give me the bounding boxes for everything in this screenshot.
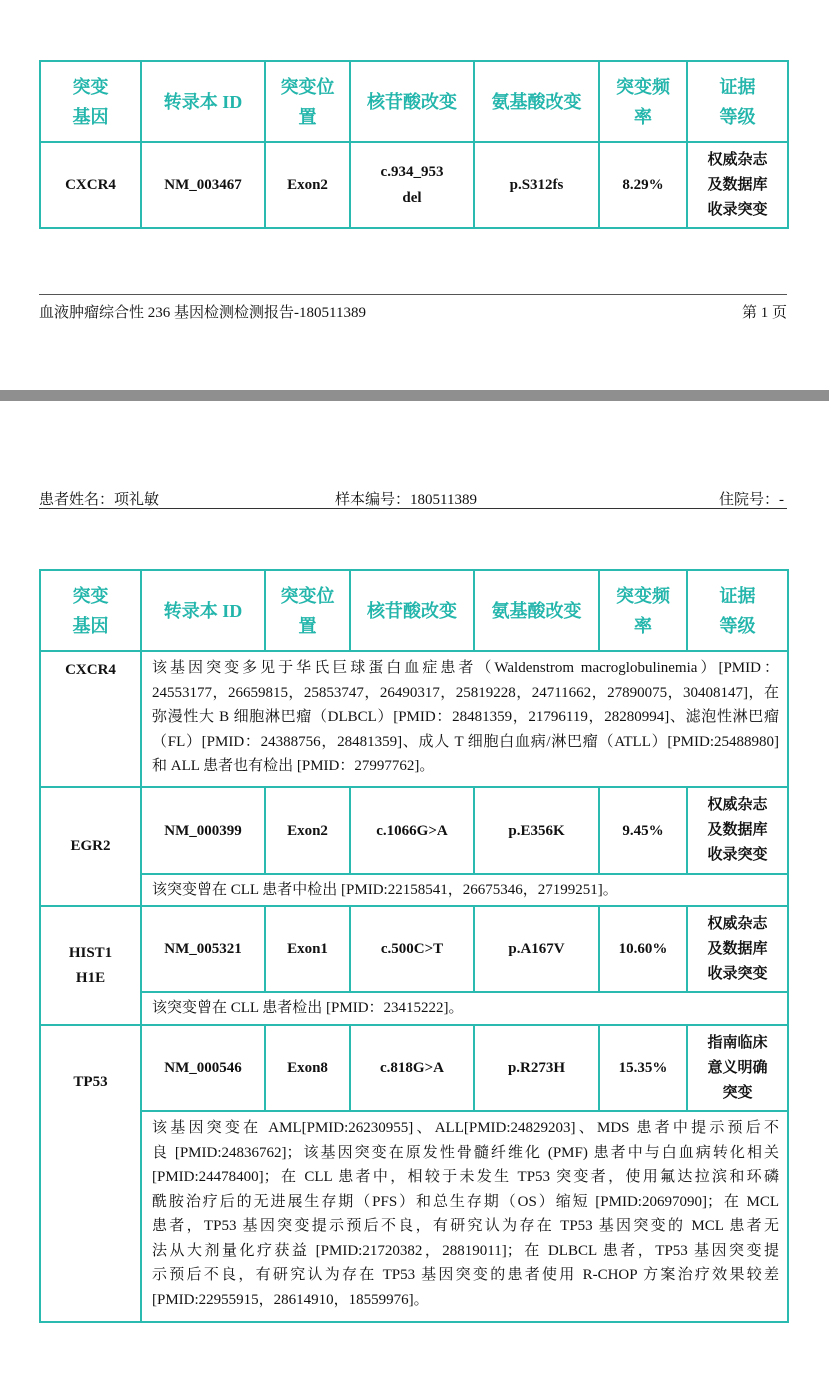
mutation-table-page2 [39, 569, 789, 1323]
transcript-cell: NM_005321 [141, 906, 265, 992]
header-gene: 突变 基因 [40, 570, 141, 651]
amino-acid-cell: p.A167V [474, 906, 599, 992]
transcript-cell: NM_003467 [141, 142, 265, 228]
description-cell: 该基因突变在 AML[PMID:26230955]、ALL[PMID:24829203]、MDS 患者中提示预后不 良 [PMID:24836762]；该基因突变在原发性骨髓纤维化 (PMF) 患者中与白血病转化相关 [PMID:24478400]；在 CLL 患者中，相较于未发生 TP53 突变者，使用氟达拉滨和环磷 酰胺治疗后的无进展生存期（PFS）和总生存期（OS）缩短 [PMID:20697090]；在 MCL 患者，TP53 基因突变提示预后不良，有研究认为存在 TP53 基因突变的 MCL 患者无 法从大剂量化疗获益 [PMID:21720382，28819011]；在 DLBCL 患者，TP53 基因突变提 示预后不良，有研究认为存在 TP53 基因突变的患者使用 R-CHOP 方案治疗效果较差 [PMID:22955915，28614910，18559976]。 [141, 1111, 788, 1322]
table-header-row [40, 570, 788, 651]
table-row [40, 906, 788, 992]
gene-cell: HIST1 H1E [40, 906, 141, 1025]
nucleotide-cell: c.500C>T [350, 906, 474, 992]
frequency-cell: 8.29% [599, 142, 687, 228]
page-footer [39, 294, 787, 322]
nucleotide-cell: c.818G>A [350, 1025, 474, 1111]
evidence-cell: 权威杂志 及数据库 收录突变 [687, 787, 788, 874]
page-divider [0, 390, 829, 401]
amino-acid-cell: p.E356K [474, 787, 599, 874]
description-cell: 该突变曾在 CLL 患者中检出 [PMID:22158541，26675346，27199251]。 [141, 874, 788, 906]
frequency-cell: 9.45% [599, 787, 687, 874]
nucleotide-cell: c.1066G>A [350, 787, 474, 874]
table-row [40, 651, 788, 787]
header-transcript: 转录本 ID [141, 570, 265, 651]
header-frequency: 突变频 率 [599, 61, 687, 142]
patient-header [39, 488, 787, 509]
position-cell: Exon8 [265, 1025, 350, 1111]
header-nucleotide: 核苷酸改变 [350, 61, 474, 142]
table-header-row [40, 61, 788, 142]
header-gene: 突变 基因 [40, 61, 141, 142]
header-nucleotide: 核苷酸改变 [350, 570, 474, 651]
position-cell: Exon2 [265, 142, 350, 228]
evidence-cell: 权威杂志 及数据库 收录突变 [687, 906, 788, 992]
header-frequency: 突变频 率 [599, 570, 687, 651]
header-position: 突变位 置 [265, 61, 350, 142]
gene-cell: EGR2 [40, 787, 141, 906]
position-cell: Exon2 [265, 787, 350, 874]
header-transcript: 转录本 ID [141, 61, 265, 142]
table-row [40, 1111, 788, 1322]
description-cell: 该突变曾在 CLL 患者检出 [PMID：23415222]。 [141, 992, 788, 1025]
hospital-number: 住院号：- [719, 492, 784, 508]
amino-acid-cell: p.S312fs [474, 142, 599, 228]
amino-acid-cell: p.R273H [474, 1025, 599, 1111]
transcript-cell: NM_000399 [141, 787, 265, 874]
sample-number: 样本编号：180511389 [335, 492, 477, 508]
header-amino-acid: 氨基酸改变 [474, 570, 599, 651]
table-row [40, 992, 788, 1025]
header-position: 突变位 置 [265, 570, 350, 651]
table-row [40, 787, 788, 874]
table-row [40, 874, 788, 906]
nucleotide-cell: c.934_953 del [350, 142, 474, 228]
gene-cell: TP53 [40, 1025, 141, 1322]
evidence-cell: 权威杂志 及数据库 收录突变 [687, 142, 788, 228]
table-row [40, 142, 788, 228]
page-number: 第 1 页 [741, 305, 787, 321]
patient-name: 患者姓名：项礼敏 [39, 492, 160, 508]
frequency-cell: 15.35% [599, 1025, 687, 1111]
mutation-table-page1 [39, 60, 789, 229]
gene-cell: CXCR4 [40, 142, 141, 228]
frequency-cell: 10.60% [599, 906, 687, 992]
header-evidence: 证据 等级 [687, 570, 788, 651]
position-cell: Exon1 [265, 906, 350, 992]
table-row [40, 1025, 788, 1111]
header-amino-acid: 氨基酸改变 [474, 61, 599, 142]
gene-cell: CXCR4 [40, 651, 141, 787]
header-evidence: 证据 等级 [687, 61, 788, 142]
description-cell: 该基因突变多见于华氏巨球蛋白血症患者（Waldenstrom macroglobulinemia）[PMID： 24553177，26659815，25853747，26490317，25819228，24711662，27890075，30408147]，在 弥漫性大 B 细胞淋巴瘤（DLBCL）[PMID：28481359，21796119，28280994]、滤泡性淋巴瘤 （FL）[PMID：24388756，28481359]、成人 T 细胞白血病/淋巴瘤（ATLL）[PMID:25488980] 和 ALL 患者也有检出 [PMID：27997762]。 [141, 651, 788, 787]
evidence-cell: 指南临床 意义明确 突变 [687, 1025, 788, 1111]
report-title: 血液肿瘤综合性 236 基因检测检测报告-180511389 [39, 305, 366, 321]
transcript-cell: NM_000546 [141, 1025, 265, 1111]
